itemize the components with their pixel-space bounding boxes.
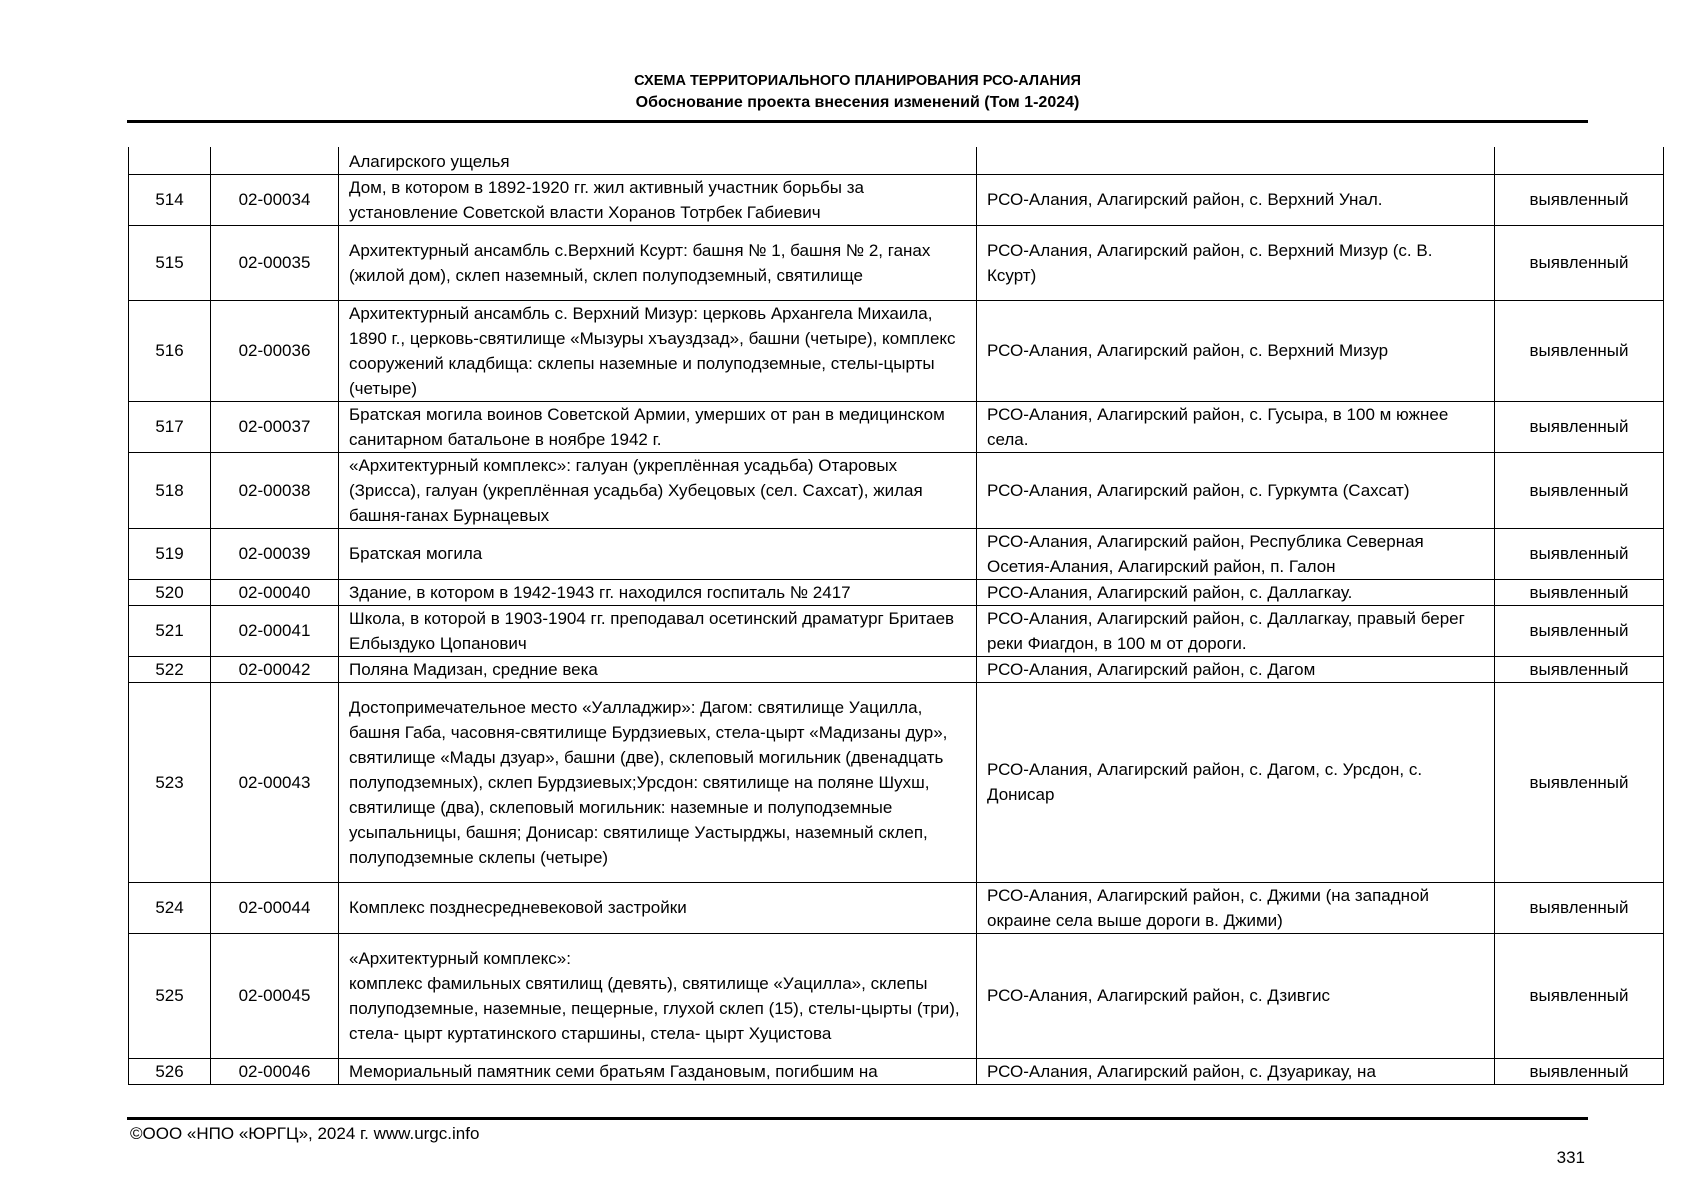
table-row xyxy=(129,528,1664,579)
cell-name: Достопримечательное место «Уалладжир»: Дагом: святилище Уацилла, башня Габа, часовня-святилище Бурдзиевых, стела-цырт «Мадизаны дур», святилище «Мады дзуар», башни (две), склеповый могильник (двенадцать полуподземных), склеп Бурдзиевых;Урсдон: святилище на поляне Шухш, святилище (два), склеповый могильник: наземные и полуподземные усыпальницы, башня; Донисар: святилище Уастырджы, наземный склеп, полуподземные склепы (четыре) xyxy=(339,682,977,882)
cell-num: 521 xyxy=(129,605,211,656)
table-row xyxy=(129,682,1664,882)
cell-address: РСО-Алания, Алагирский район, Республика Северная Осетия-Алания, Алагирский район, п. Галон xyxy=(977,528,1495,579)
cell-num xyxy=(129,147,211,174)
cell-name: Дом, в котором в 1892-1920 гг. жил активный участник борьбы за установление Советской власти Хоранов Тотрбек Габиевич xyxy=(339,174,977,225)
cell-num: 514 xyxy=(129,174,211,225)
cell-name: Комплекс позднесредневековой застройки xyxy=(339,882,977,933)
cell-address: РСО-Алания, Алагирский район, с. Даллагкау. xyxy=(977,579,1495,605)
cell-status: выявленный xyxy=(1495,682,1664,882)
cell-code: 02-00045 xyxy=(211,933,339,1058)
cell-name: «Архитектурный комплекс»: комплекс фамильных святилищ (девять), святилище «Уацилла», склепы полуподземные, наземные, пещерные, глухой склеп (15), стелы-цырты (три), стела- цырт куртатинского старшины, стела- цырт Хуцистова xyxy=(339,933,977,1058)
cell-name: Школа, в которой в 1903-1904 гг. преподавал осетинский драматург Бритаев Елбыздуко Цопанович xyxy=(339,605,977,656)
cell-status: выявленный xyxy=(1495,933,1664,1058)
cell-address: РСО-Алания, Алагирский район, с. Дзивгис xyxy=(977,933,1495,1058)
cell-name: Поляна Мадизан, средние века xyxy=(339,656,977,682)
cell-code: 02-00041 xyxy=(211,605,339,656)
cell-status xyxy=(1495,147,1664,174)
cell-num: 516 xyxy=(129,300,211,401)
header-divider xyxy=(127,120,1588,123)
cell-code: 02-00046 xyxy=(211,1058,339,1084)
cell-status: выявленный xyxy=(1495,300,1664,401)
table-row xyxy=(129,300,1664,401)
table-row xyxy=(129,452,1664,528)
table-row xyxy=(129,174,1664,225)
cell-code: 02-00044 xyxy=(211,882,339,933)
cell-name: Братская могила xyxy=(339,528,977,579)
page-number: 331 xyxy=(1556,1148,1585,1167)
cell-num: 522 xyxy=(129,656,211,682)
monuments-table xyxy=(128,147,1664,1085)
cell-address: РСО-Алания, Алагирский район, с. Джими (на западной окраине села выше дороги в. Джими) xyxy=(977,882,1495,933)
cell-num: 523 xyxy=(129,682,211,882)
table-row-continuation xyxy=(129,147,1664,174)
page-header xyxy=(127,70,1588,114)
cell-num: 525 xyxy=(129,933,211,1058)
cell-code: 02-00035 xyxy=(211,225,339,300)
cell-address: РСО-Алания, Алагирский район, с. Даллагкау, правый берег реки Фиагдон, в 100 м от дороги. xyxy=(977,605,1495,656)
cell-name: Мемориальный памятник семи братьям Газдановым, погибшим на xyxy=(339,1058,977,1084)
cell-code: 02-00040 xyxy=(211,579,339,605)
cell-address: РСО-Алания, Алагирский район, с. Гусыра, в 100 м южнее села. xyxy=(977,401,1495,452)
cell-status: выявленный xyxy=(1495,401,1664,452)
cell-status: выявленный xyxy=(1495,225,1664,300)
cell-name: Алагирского ущелья xyxy=(339,147,977,174)
cell-num: 519 xyxy=(129,528,211,579)
cell-address: РСО-Алания, Алагирский район, с. Верхний Мизур (с. В. Ксурт) xyxy=(977,225,1495,300)
cell-num: 517 xyxy=(129,401,211,452)
table-row xyxy=(129,401,1664,452)
cell-status: выявленный xyxy=(1495,605,1664,656)
cell-address: РСО-Алания, Алагирский район, с. Гуркумта (Сахсат) xyxy=(977,452,1495,528)
cell-name: Архитектурный ансамбль с.Верхний Ксурт: башня № 1, башня № 2, ганах (жилой дом), склеп наземный, склеп полуподземный, святилище xyxy=(339,225,977,300)
cell-status: выявленный xyxy=(1495,174,1664,225)
cell-status: выявленный xyxy=(1495,882,1664,933)
document-subtitle: Обоснование проекта внесения изменений (Том 1-2024) xyxy=(635,94,1080,111)
cell-code: 02-00034 xyxy=(211,174,339,225)
cell-name: Здание, в котором в 1942-1943 гг. находился госпиталь № 2417 xyxy=(339,579,977,605)
table-row xyxy=(129,225,1664,300)
cell-name: «Архитектурный комплекс»: галуан (укреплённая усадьба) Отаровых (Зрисса), галуан (укреплённая усадьба) Хубецовых (сел. Сахсат), жилая башня-ганах Бурнацевых xyxy=(339,452,977,528)
cell-address xyxy=(977,147,1495,174)
cell-status: выявленный xyxy=(1495,452,1664,528)
cell-code: 02-00036 xyxy=(211,300,339,401)
cell-num: 526 xyxy=(129,1058,211,1084)
table-row xyxy=(129,933,1664,1058)
cell-code: 02-00043 xyxy=(211,682,339,882)
table-row xyxy=(129,1058,1664,1084)
cell-address: РСО-Алания, Алагирский район, с. Дагом, с. Урсдон, с. Донисар xyxy=(977,682,1495,882)
cell-num: 520 xyxy=(129,579,211,605)
cell-code: 02-00038 xyxy=(211,452,339,528)
cell-num: 524 xyxy=(129,882,211,933)
cell-status: выявленный xyxy=(1495,656,1664,682)
table-row xyxy=(129,656,1664,682)
footer-copyright: ©ООО «НПО «ЮРГЦ», 2024 г. www.urgc.info xyxy=(130,1124,480,1143)
cell-status: выявленный xyxy=(1495,528,1664,579)
monuments-table-body xyxy=(129,147,1664,1084)
cell-code xyxy=(211,147,339,174)
cell-name: Братская могила воинов Советской Армии, умерших от ран в медицинском санитарном батальоне в ноябре 1942 г. xyxy=(339,401,977,452)
cell-address: РСО-Алания, Алагирский район, с. Дзуарикау, на xyxy=(977,1058,1495,1084)
cell-code: 02-00037 xyxy=(211,401,339,452)
table-row xyxy=(129,882,1664,933)
cell-code: 02-00042 xyxy=(211,656,339,682)
cell-num: 515 xyxy=(129,225,211,300)
cell-name: Архитектурный ансамбль с. Верхний Мизур: церковь Архангела Михаила, 1890 г., церковь-святилище «Мызуры хъауздзад», башни (четыре), комплекс сооружений кладбища: склепы наземные и полуподземные, стелы-цырты (четыре) xyxy=(339,300,977,401)
cell-code: 02-00039 xyxy=(211,528,339,579)
cell-address: РСО-Алания, Алагирский район, с. Верхний Мизур xyxy=(977,300,1495,401)
document-title: СХЕМА ТЕРРИТОРИАЛЬНОГО ПЛАНИРОВАНИЯ РСО-АЛАНИЯ xyxy=(634,73,1081,89)
table-row xyxy=(129,579,1664,605)
cell-status: выявленный xyxy=(1495,579,1664,605)
cell-status: выявленный xyxy=(1495,1058,1664,1084)
cell-num: 518 xyxy=(129,452,211,528)
cell-address: РСО-Алания, Алагирский район, с. Верхний Унал. xyxy=(977,174,1495,225)
footer-divider xyxy=(127,1117,1588,1120)
table-row xyxy=(129,605,1664,656)
cell-address: РСО-Алания, Алагирский район, с. Дагом xyxy=(977,656,1495,682)
